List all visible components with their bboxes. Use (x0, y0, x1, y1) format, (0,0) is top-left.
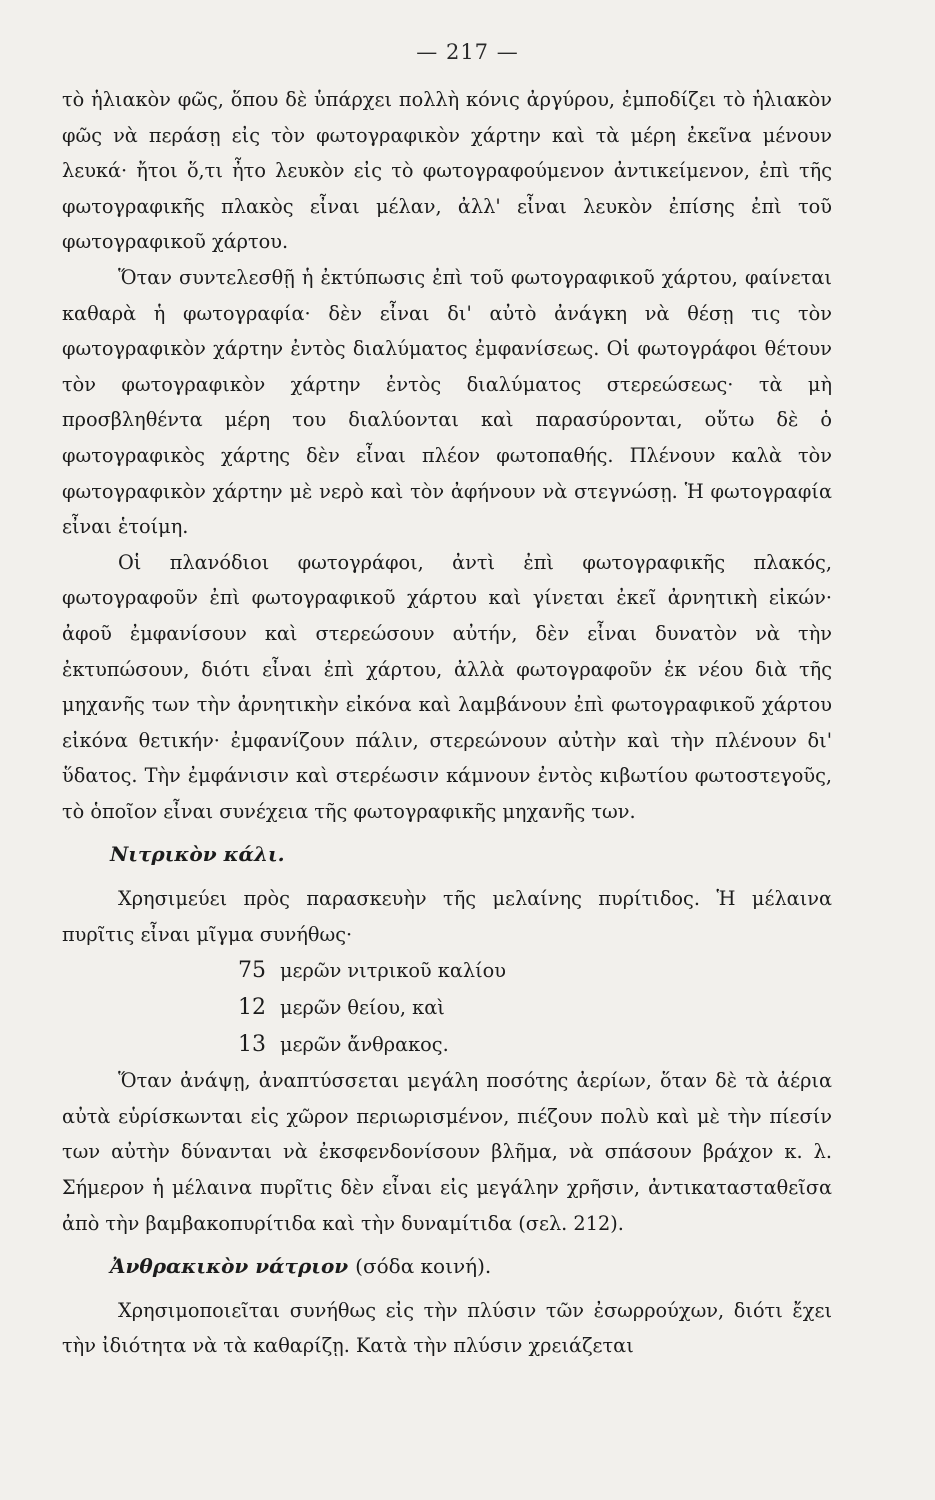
section-heading-soda (110, 1249, 832, 1285)
section-heading-nitrate-text: Νιτρικὸν κάλι. (110, 842, 285, 867)
mixture-text: μερῶν ἄνθρακος. (280, 1033, 449, 1057)
mixture-qty: 75 (238, 958, 266, 984)
mixture-item (230, 1026, 832, 1063)
paragraph-1: τὸ ἡλιακὸν φῶς, ὅπου δὲ ὑπάρχει πολλὴ κόνις ἀργύρου, ἐμποδίζει τὸ ἡλιακὸν φῶς νὰ περάσῃ εἰς τὸν φωτογραφικὸν χάρτην καὶ τὰ μέρη ἐκεῖνα μένουν λευκά· ἤτοι ὅ,τι ἦτο λευκὸν εἰς τὸ φωτογραφούμενον ἀντικείμενον, ἐπὶ τῆς φωτογραφικῆς πλακὸς εἶναι μέλαν, ἀλλ' εἶναι λευκὸν ἐπίσης ἐπὶ τοῦ φωτογραφικοῦ χάρτου. (62, 88, 832, 254)
body-text (62, 82, 832, 1364)
mixture-text: μερῶν θείου, καὶ (280, 996, 445, 1020)
section-soda-intro: Χρησιμοποιεῖται συνήθως εἰς τὴν πλύσιν τῶν ἐσωρρούχων, διότι ἔχει τὴν ἰδιότητα νὰ τὰ καθαρίζῃ. Κατὰ τὴν πλύσιν χρειάζεται (62, 1298, 832, 1358)
section-heading-soda-text: Ἀνθρακικὸν νάτριον (110, 1254, 349, 1279)
mixture-list (230, 952, 832, 1063)
mixture-qty: 12 (238, 995, 266, 1021)
page-number: — 217 — (416, 40, 519, 64)
mixture-item (230, 952, 832, 989)
mixture-qty: 13 (238, 1032, 266, 1058)
paragraph-2: Ὅταν συντελεσθῇ ἡ ἐκτύπωσις ἐπὶ τοῦ φωτογραφικοῦ χάρτου, φαίνεται καθαρὰ ἡ φωτογραφία· δὲν εἶναι δι' αὐτὸ ἀνάγκη νὰ θέσῃ τις τὸν φωτογραφικὸν χάρτην ἐντὸς διαλύματος ἐμφανίσεως. Οἱ φωτογράφοι θέτουν τὸν φωτογραφικὸν χάρτην ἐντὸς διαλύματος στερεώσεως· τὰ μὴ προσβληθέντα μέρη του διαλύονται καὶ παρασύρονται, οὕτω δὲ ὁ φωτογραφικὸς χάρτης δὲν εἶναι πλέον φωτοπαθής. Πλένουν καλὰ τὸν φωτογραφικὸν χάρτην μὲ νερὸ καὶ τὸν ἀφήνουν νὰ στεγνώσῃ. Ἡ φωτογραφία εἶναι ἑτοίμη. (62, 265, 832, 539)
mixture-item (230, 989, 832, 1026)
section-nitrate-after: Ὅταν ἀνάψῃ, ἀναπτύσσεται μεγάλη ποσότης ἀερίων, ὅταν δὲ τὰ ἀέρια αὐτὰ εὑρίσκωνται εἰς χῶρον περιωρισμένον, πιέζουν πολὺ καὶ μὲ τὴν πίεσίν των αὐτὴν δύνανται νὰ ἐκσφενδονίσουν βλῆμα, νὰ σπάσουν βράχον κ. λ. Σήμερον ἡ μέλαινα πυρῖτις δὲν εἶναι εἰς μεγάλην χρῆσιν, ἀντικατασταθεῖσα ἀπὸ τὴν βαμβακοπυρίτιδα καὶ τὴν δυναμίτιδα (σελ. 212). (62, 1069, 832, 1235)
paragraph-3: Οἱ πλανόδιοι φωτογράφοι, ἀντὶ ἐπὶ φωτογραφικῆς πλακός, φωτογραφοῦν ἐπὶ φωτογραφικοῦ χάρτου καὶ γίνεται ἐκεῖ ἀρνητικὴ εἰκών· ἀφοῦ ἐμφανίσουν καὶ στερεώσουν αὐτήν, δὲν εἶναι δυνατὸν νὰ τὴν ἐκτυπώσουν, διότι εἶναι ἐπὶ χάρτου, ἀλλὰ φωτογραφοῦν ἐκ νέου διὰ τῆς μηχανῆς των τὴν ἀρνητικὴν εἰκόνα καὶ λαμβάνουν ἐπὶ φωτογραφικοῦ χάρτου εἰκόνα θετικήν· ἐμφανίζουν πάλιν, στερεώνουν αὐτὴν καὶ τὴν πλένουν δι' ὕδατος. Τὴν ἐμφάνισιν καὶ στερέωσιν κάμνουν ἐντὸς κιβωτίου φωτοστεγοῦς, τὸ ὁποῖον εἶναι συνέχεια τῆς φωτογραφικῆς μηχανῆς των. (62, 550, 832, 823)
section-nitrate-intro: Χρησιμεύει πρὸς παρασκευὴν τῆς μελαίνης πυρίτιδος. Ἡ μέλαινα πυρῖτις εἶναι μῖγμα συνήθως· (62, 887, 832, 946)
mixture-text: μερῶν νιτρικοῦ καλίου (280, 959, 506, 983)
section-heading-nitrate (110, 837, 832, 873)
section-heading-soda-suffix: (σόδα κοινή). (355, 1254, 492, 1279)
